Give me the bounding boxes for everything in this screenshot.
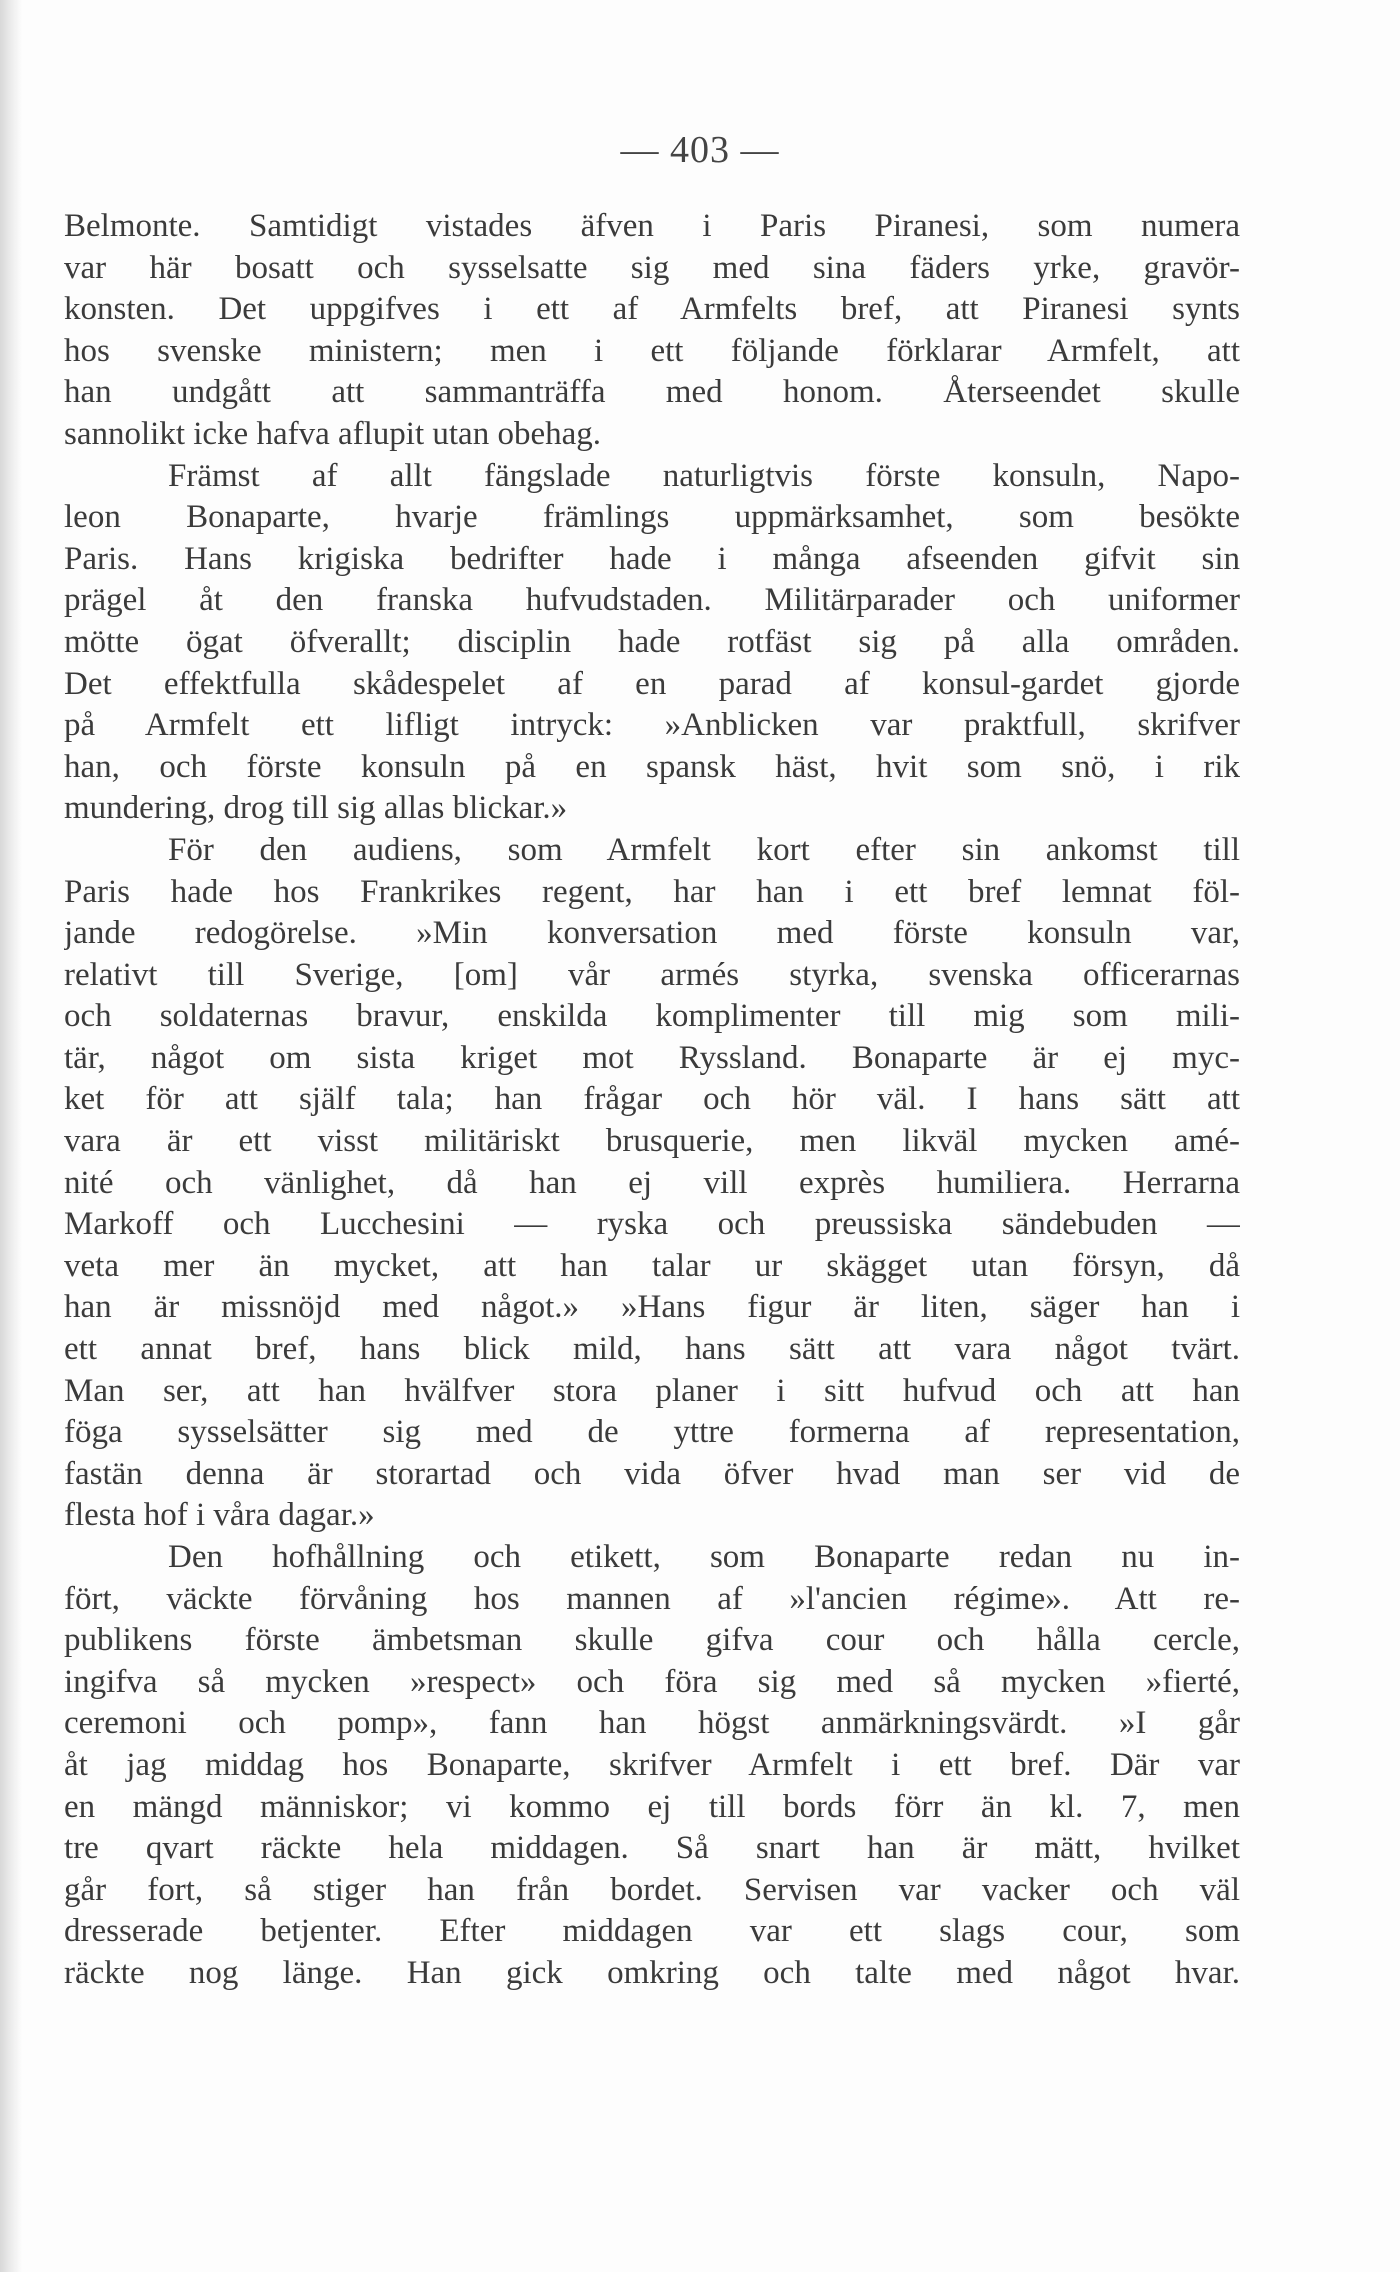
text-line: ingifva så mycken »respect» och föra sig med så mycken »fierté, [64, 1663, 1240, 1700]
text-line: fastän denna är storartad och vida öfver hvad man ser vid de [64, 1455, 1240, 1492]
text-line: tär, något om sista kriget mot Ryssland. Bonaparte är ej myc- [64, 1039, 1240, 1076]
text-line: fört, väckte förvåning hos mannen af »l'ancien régime». Att re- [64, 1580, 1240, 1617]
text-line: tre qvart räckte hela middagen. Så snart han är mätt, hvilket [64, 1830, 1240, 1867]
text-line: räckte nog länge. Han gick omkring och talte med något hvar. [64, 1954, 1240, 1991]
body-text [64, 206, 1240, 1995]
text-line: Paris hade hos Frankrikes regent, har han i ett bref lemnat föl- [64, 873, 1240, 910]
text-line: Belmonte. Samtidigt vistades äfven i Paris Piranesi, som numera [64, 208, 1240, 244]
text-line: åt jag middag hos Bonaparte, skrifver Armfelt i ett bref. Där var [64, 1746, 1240, 1783]
text-line: ket för att själf tala; han frågar och hör väl. I hans sätt att [64, 1081, 1240, 1118]
text-line: veta mer än mycket, att han talar ur skägget utan försyn, då [64, 1247, 1240, 1284]
text-line: flesta hof i våra dagar.» [64, 1497, 375, 1534]
text-line: Markoff och Lucchesini — ryska och preussiska sändebuden — [64, 1206, 1240, 1243]
text-line: sannolikt icke hafva aflupit utan obehag. [64, 415, 601, 452]
text-line: han, och förste konsuln på en spansk häst, hvit som snö, i rik [64, 748, 1240, 785]
text-line: går fort, så stiger han från bordet. Servisen var vacker och väl [64, 1871, 1240, 1908]
text-line: Det effektfulla skådespelet af en parad af konsul-gardet gjorde [64, 665, 1240, 702]
text-line: mötte ögat öfverallt; disciplin hade rotfäst sig på alla områden. [64, 623, 1240, 660]
text-line: nité och vänlighet, då han ej vill exprès humiliera. Herrarna [64, 1164, 1240, 1201]
text-line: på Armfelt ett lifligt intryck: »Anblicken var praktfull, skrifver [64, 707, 1240, 744]
text-line: han är missnöjd med något.» »Hans figur är liten, säger han i [64, 1289, 1240, 1326]
text-line: vara är ett visst militäriskt brusquerie, men likväl mycken amé- [64, 1123, 1240, 1160]
binding-gutter-shadow [0, 0, 22, 2272]
text-line: Den hofhållning och etikett, som Bonaparte redan nu in- [168, 1539, 1240, 1575]
text-line: publikens förste ämbetsman skulle gifva cour och hålla cercle, [64, 1622, 1240, 1659]
text-line: hos svenske ministern; men i ett följande förklarar Armfelt, att [64, 332, 1240, 369]
text-line: han undgått att sammanträffa med honom. Återseendet skulle [64, 374, 1240, 411]
text-line: var här bosatt och sysselsatte sig med sina fäders yrke, gravör- [64, 249, 1240, 286]
text-line: ceremoni och pomp», fann han högst anmärkningsvärdt. »I går [64, 1705, 1240, 1742]
text-line: prägel åt den franska hufvudstaden. Militärparader och uniformer [64, 582, 1240, 619]
text-line: jande redogörelse. »Min konversation med förste konsuln var, [64, 915, 1240, 952]
text-line: leon Bonaparte, hvarje främlings uppmärksamhet, som besökte [64, 499, 1240, 536]
text-line: konsten. Det uppgifves i ett af Armfelts bref, att Piranesi synts [64, 291, 1240, 328]
text-line: ett annat bref, hans blick mild, hans sätt att vara något tvärt. [64, 1331, 1240, 1368]
text-line: en mängd människor; vi kommo ej till bords förr än kl. 7, men [64, 1788, 1240, 1825]
text-line: föga sysselsätter sig med de yttre formerna af representation, [64, 1414, 1240, 1451]
text-line: och soldaternas bravur, enskilda komplimenter till mig som mili- [64, 998, 1240, 1035]
text-line: relativt till Sverige, [om] vår armés styrka, svenska officerarnas [64, 956, 1240, 993]
text-line: dresserade betjenter. Efter middagen var ett slags cour, som [64, 1913, 1240, 1950]
text-line: Man ser, att han hvälfver stora planer i sitt hufvud och att han [64, 1372, 1240, 1409]
text-line: Paris. Hans krigiska bedrifter hade i många afseenden gifvit sin [64, 540, 1240, 577]
page-number: — 403 — [620, 129, 780, 171]
text-line: Främst af allt fängslade naturligtvis förste konsuln, Napo- [168, 457, 1240, 494]
text-line: För den audiens, som Armfelt kort efter sin ankomst till [168, 831, 1240, 868]
text-line: mundering, drog till sig allas blickar.» [64, 790, 568, 827]
